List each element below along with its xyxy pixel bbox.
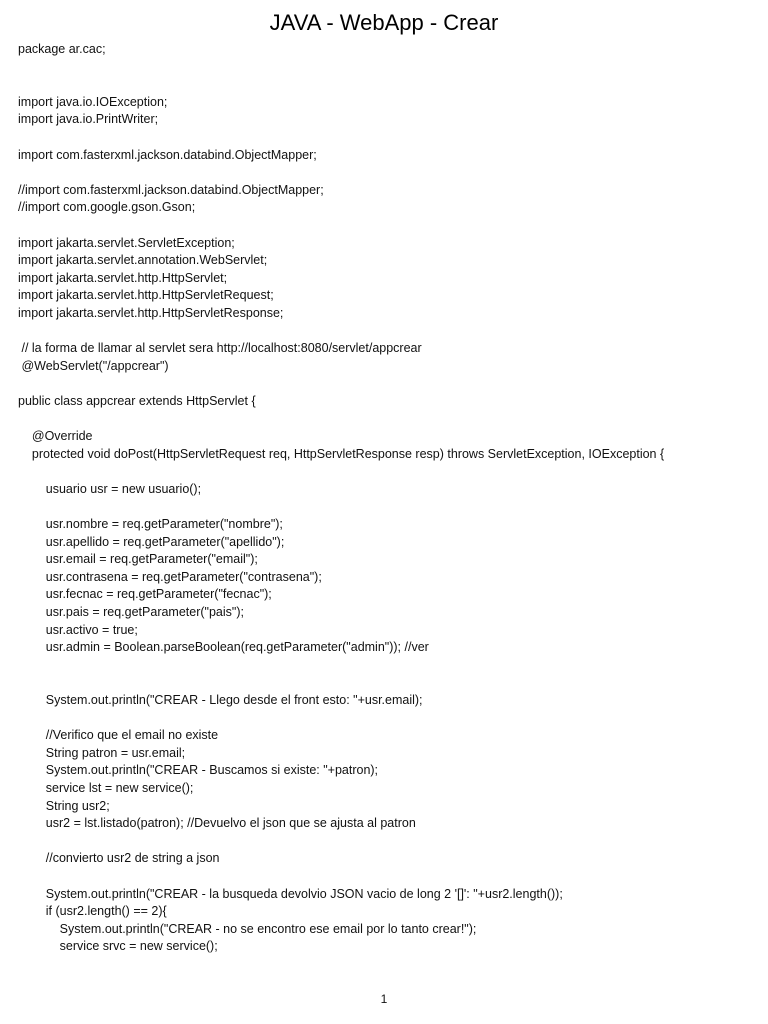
code-line (18, 76, 758, 94)
code-listing (18, 41, 758, 956)
code-line: import java.io.PrintWriter; (18, 112, 159, 127)
code-line: usr.fecnac = req.getParameter("fecnac"); (18, 587, 272, 602)
code-line: usuario usr = new usuario(); (18, 481, 202, 496)
code-line: protected void doPost(HttpServletRequest req, HttpServletResponse resp) throws ServletException, IOException { (18, 446, 665, 461)
code-line (18, 323, 758, 341)
code-line: import jakarta.servlet.http.HttpServletResponse; (18, 305, 284, 320)
code-line: import java.io.IOException; (18, 94, 168, 109)
code-line: //Verifico que el email no existe (18, 728, 219, 743)
code-line: usr.pais = req.getParameter("pais"); (18, 605, 244, 619)
code-line: @Override (18, 429, 93, 444)
code-line (18, 498, 758, 516)
code-line: service srvc = new service(); (18, 939, 218, 954)
code-line: import jakarta.servlet.ServletException; (18, 235, 235, 250)
code-line: System.out.println("CREAR - no se encontro ese email por lo tanto crear!"); (18, 921, 477, 936)
code-line: import jakarta.servlet.annotation.WebServlet; (18, 253, 268, 268)
code-line (18, 833, 758, 851)
code-line (18, 375, 758, 393)
code-line (18, 463, 758, 481)
code-line: usr.apellido = req.getParameter("apellido"); (18, 534, 285, 549)
code-line (18, 164, 758, 182)
code-line: //convierto usr2 de string a json (18, 851, 220, 866)
code-line: service lst = new service(); (18, 780, 194, 795)
code-line (18, 674, 758, 692)
code-line: //import com.fasterxml.jackson.databind.ObjectMapper; (18, 182, 324, 197)
code-line: usr.admin = Boolean.parseBoolean(req.getParameter("admin")); //ver (18, 640, 429, 655)
code-line: //import com.google.gson.Gson; (18, 200, 196, 215)
code-line: import jakarta.servlet.http.HttpServlet; (18, 270, 228, 285)
code-line (18, 868, 758, 886)
code-line: @WebServlet("/appcrear") (18, 358, 169, 373)
code-line: import com.fasterxml.jackson.databind.ObjectMapper; (18, 147, 317, 162)
code-line: usr.contrasena = req.getParameter("contrasena"); (18, 569, 322, 584)
code-line: String patron = usr.email; (18, 745, 186, 760)
code-line: if (usr2.length() == 2){ (18, 904, 167, 919)
code-line: usr2 = lst.listado(patron); //Devuelvo el json que se ajusta al patron (18, 816, 416, 831)
code-line: System.out.println("CREAR - Llego desde el front esto: "+usr.email); (18, 692, 423, 707)
code-line (18, 710, 758, 728)
code-line (18, 410, 758, 428)
code-line: System.out.println("CREAR - la busqueda devolvio JSON vacio de long 2 '[]': "+usr2.length()); (18, 886, 563, 901)
code-line (18, 129, 758, 147)
code-line: usr.email = req.getParameter("email"); (18, 552, 258, 567)
code-line: usr.nombre = req.getParameter("nombre"); (18, 517, 283, 532)
code-line (18, 657, 758, 675)
page-title: JAVA - WebApp - Crear (269, 10, 499, 35)
code-line: System.out.println("CREAR - Buscamos si existe: "+patron); (18, 763, 379, 778)
code-line: // la forma de llamar al servlet sera http://localhost:8080/servlet/appcrear (18, 341, 422, 356)
code-line: package ar.cac; (18, 42, 106, 56)
code-line (18, 217, 758, 235)
page-number: 1 (380, 992, 388, 1006)
code-line: import jakarta.servlet.http.HttpServletRequest; (18, 288, 274, 303)
code-line (18, 59, 758, 77)
code-line: String usr2; (18, 798, 110, 813)
code-line: usr.activo = true; (18, 622, 138, 637)
code-line: public class appcrear extends HttpServlet { (18, 393, 256, 408)
